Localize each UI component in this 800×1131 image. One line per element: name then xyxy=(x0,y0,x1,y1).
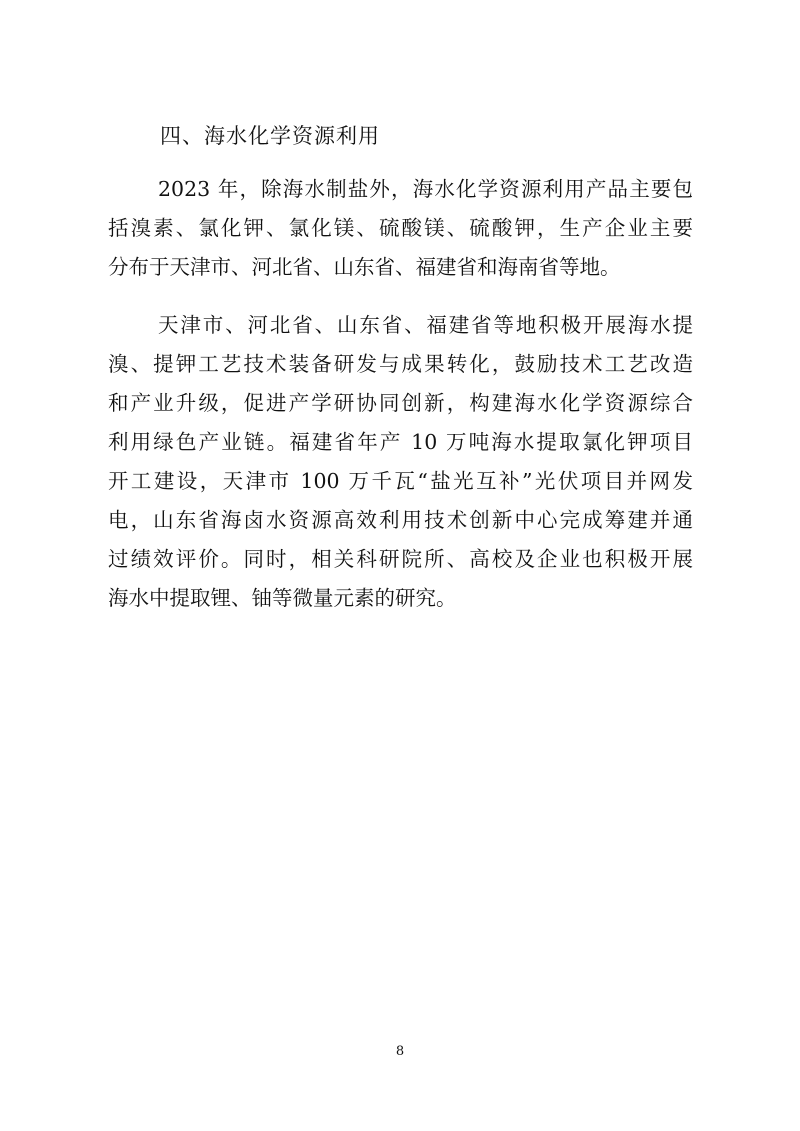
paragraph-line: 过绩效评价。同时，相关科研院所、高校及企业也积极开展 xyxy=(108,547,693,571)
paragraph-line: 和产业升级，促进产学研协同创新，构建海水化学资源综合 xyxy=(108,391,693,415)
paragraph-line: 溴、提钾工艺技术装备研发与成果转化，鼓励技术工艺改造 xyxy=(108,352,693,376)
paragraph-1 xyxy=(108,170,693,287)
paragraph-line: 天津市、河北省、山东省、福建省等地积极开展海水提 xyxy=(158,313,693,337)
paragraph-line: 2023 年，除海水制盐外，海水化学资源利用产品主要包 xyxy=(158,177,693,201)
paragraph-line: 电，山东省海卤水资源高效利用技术创新中心完成筹建并通 xyxy=(108,508,693,532)
section-heading: 四、海水化学资源利用 xyxy=(160,124,380,148)
paragraph-2 xyxy=(108,306,693,618)
paragraph-line: 开工建设，天津市 100 万千瓦“盐光互补”光伏项目并网发 xyxy=(108,469,693,493)
paragraph-line: 括溴素、氯化钾、氯化镁、硫酸镁、硫酸钾，生产企业主要 xyxy=(108,216,693,240)
paragraph-line: 海水中提取锂、铀等微量元素的研究。 xyxy=(108,586,457,610)
paragraph-line: 分布于天津市、河北省、山东省、福建省和海南省等地。 xyxy=(108,255,621,279)
page-number: 8 xyxy=(395,1044,405,1059)
paragraph-line: 利用绿色产业链。福建省年产 10 万吨海水提取氯化钾项目 xyxy=(108,430,693,454)
